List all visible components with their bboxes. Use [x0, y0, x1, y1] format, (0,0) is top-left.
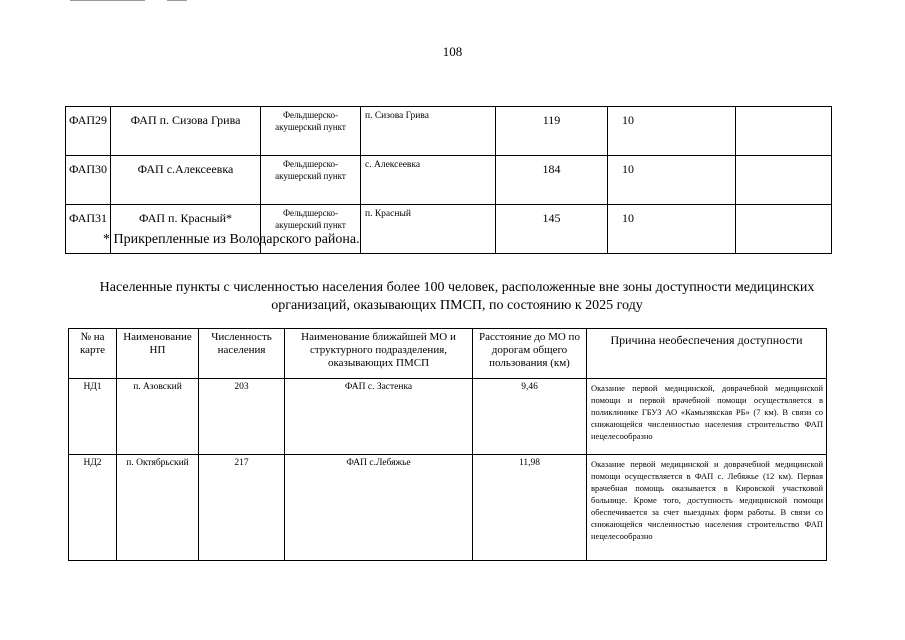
header-mo: Наименование ближайшей МО и структурного подразделения, оказывающих ПМСП	[285, 329, 473, 379]
top-edge-mark	[167, 0, 187, 1]
fap-population: 184	[496, 156, 608, 205]
fap-name: ФАП п. Красный*	[111, 205, 261, 254]
fap-distance: 10	[608, 205, 736, 254]
fap-place: п. Сизова Грива	[361, 107, 496, 156]
fap-note	[736, 107, 832, 156]
page-number: 108	[442, 44, 463, 59]
fap-distance: 10	[608, 156, 736, 205]
fap-population: 119	[496, 107, 608, 156]
table-row	[66, 107, 832, 156]
reason-text: Оказание первой медицинской, доврачебной медицинской помощи и первой врачебной помощи осуществляется в поликлинике ГБУЗ АО «Камызякская РБ» (7 км). В связи со снижающейся численностью населения строительство ФАП нецелесообразно	[587, 379, 827, 455]
fap-code: ФАП30	[66, 156, 111, 205]
settlement-population: 203	[199, 379, 285, 455]
fap-note	[736, 205, 832, 254]
nearest-mo: ФАП с.Лебяжье	[285, 455, 473, 561]
distance-to-mo: 11,98	[473, 455, 587, 561]
header-code: № на карте	[69, 329, 117, 379]
table-caption: Населенные пункты с численностью населения более 100 человек, расположенные вне зоны доступности медицинских организаций, оказывающих ПМСП, по состоянию к 2025 году	[99, 280, 815, 313]
fap-population: 145	[496, 205, 608, 254]
settlement-name: п. Азовский	[117, 379, 199, 455]
fap-type: Фельдшерско-акушерский пункт	[261, 107, 361, 156]
table-row	[69, 455, 827, 561]
fap-place: с. Алексеевка	[361, 156, 496, 205]
header-name: Наименование НП	[117, 329, 199, 379]
settlement-code: НД1	[69, 379, 117, 455]
table-header-row	[69, 329, 827, 379]
reason-text: Оказание первой медицинской и доврачебной медицинской помощи осуществляется в ФАП с. Лебяжье (12 км). Первая врачебная помощь оказывается в Кировской участковой больнице. Кроме того, доступность медицинской помощи обеспечивается за счет выездных форм работы. В связи со снижающейся численностью населения строительство ФАП нецелесообразно	[587, 455, 827, 561]
header-population: Численность населения	[199, 329, 285, 379]
header-distance: Расстояние до МО по дорогам общего пользования (км)	[473, 329, 587, 379]
fap-code: ФАП31	[66, 205, 111, 254]
settlements-table	[68, 328, 827, 561]
top-edge-mark	[70, 0, 145, 1]
table-row	[66, 156, 832, 205]
fap-distance: 10	[608, 107, 736, 156]
table-row	[69, 379, 827, 455]
fap-type: Фельдшерско-акушерский пункт	[261, 205, 361, 254]
settlement-name: п. Октябрьский	[117, 455, 199, 561]
nearest-mo: ФАП с. Застенка	[285, 379, 473, 455]
footnote: * Прикрепленные из Володарского района.	[103, 232, 360, 247]
fap-note	[736, 156, 832, 205]
fap-code: ФАП29	[66, 107, 111, 156]
fap-place: п. Красный	[361, 205, 496, 254]
fap-name: ФАП с.Алексеевка	[111, 156, 261, 205]
settlement-code: НД2	[69, 455, 117, 561]
fap-name: ФАП п. Сизова Грива	[111, 107, 261, 156]
settlement-population: 217	[199, 455, 285, 561]
distance-to-mo: 9,46	[473, 379, 587, 455]
fap-type: Фельдшерско-акушерский пункт	[261, 156, 361, 205]
header-reason: Причина необеспечения доступности	[587, 329, 827, 379]
